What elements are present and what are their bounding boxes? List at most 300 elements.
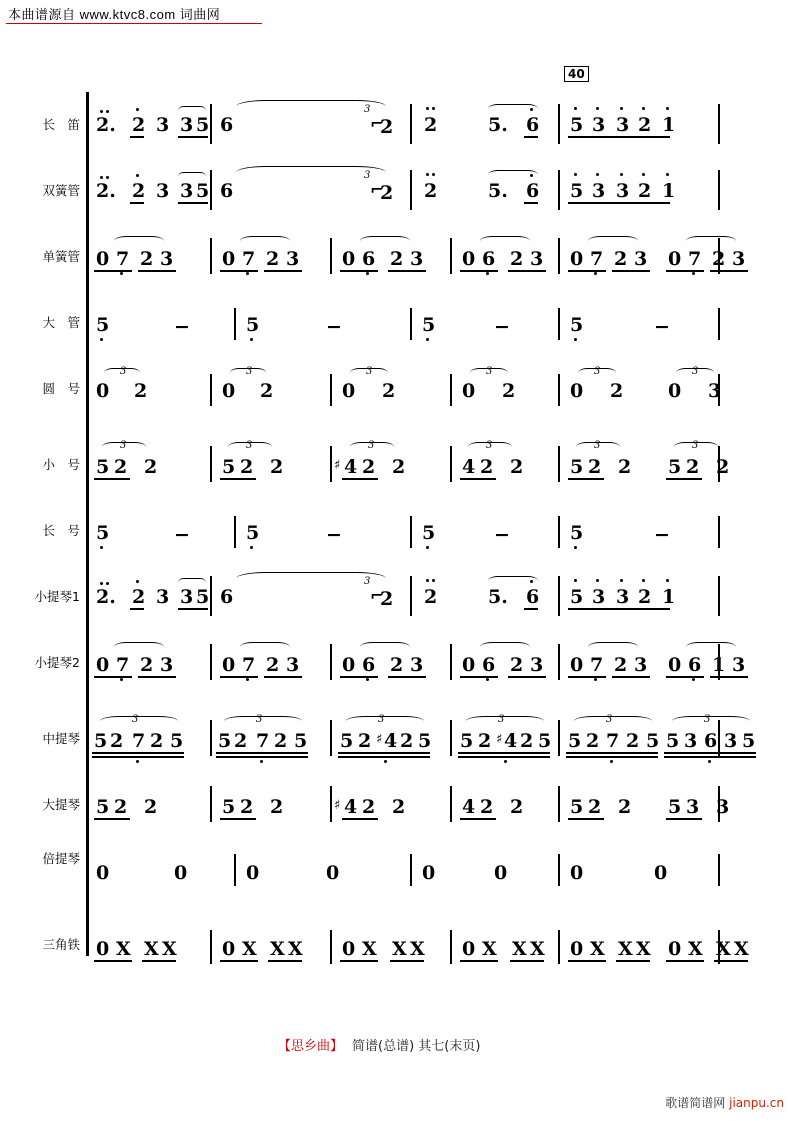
- beam: [508, 676, 546, 678]
- note: 5: [246, 314, 260, 336]
- triplet-number: 3: [120, 366, 127, 377]
- slur: [178, 172, 206, 182]
- note: 5: [668, 796, 682, 818]
- instrument-label-viola: 中提琴: [42, 731, 80, 746]
- note: 2: [132, 114, 146, 136]
- staff-row-viola: [88, 706, 756, 768]
- beam: [92, 752, 184, 754]
- note: 0: [222, 380, 236, 402]
- beam: [130, 202, 144, 204]
- staff-row-bassoon: [88, 290, 728, 352]
- triplet-number: 3: [486, 366, 493, 377]
- beam: [664, 752, 756, 754]
- note: 7: [116, 654, 130, 676]
- barline: [558, 644, 560, 680]
- note: 7: [132, 730, 146, 752]
- note: X: [716, 938, 731, 960]
- note: X: [590, 938, 605, 960]
- instrument-label-column: [0, 56, 84, 986]
- beam: [130, 136, 144, 138]
- note: 1: [712, 654, 726, 676]
- slur: [686, 236, 736, 246]
- barline: [210, 170, 212, 210]
- note: 3: [286, 248, 300, 270]
- note: 3: [156, 114, 170, 136]
- barline: [210, 644, 212, 680]
- note: 2: [260, 380, 274, 402]
- note: 3: [684, 730, 698, 752]
- beam: [178, 202, 208, 204]
- note: 0: [668, 654, 682, 676]
- octave-dot: [610, 760, 613, 763]
- note: 3: [732, 654, 746, 676]
- note: 5: [570, 586, 584, 608]
- beam: [216, 752, 308, 754]
- note: 2: [132, 586, 146, 608]
- note: 5: [222, 456, 236, 478]
- note: 2: [638, 180, 652, 202]
- instrument-label-horn: 圆 号: [42, 381, 80, 396]
- note: 3: [592, 586, 606, 608]
- slur: [480, 236, 530, 246]
- octave-dot: [504, 760, 507, 763]
- barline: [558, 308, 560, 340]
- triplet-number: 3: [704, 714, 711, 725]
- note: 0: [570, 862, 584, 884]
- triplet-number: 3: [692, 440, 699, 451]
- staff-row-clarinet: [88, 224, 746, 286]
- octave-dot: [426, 546, 429, 549]
- triplet-number: 3: [594, 366, 601, 377]
- slur: [466, 716, 544, 726]
- barline: [558, 104, 560, 144]
- source-banner: [8, 4, 220, 23]
- note: 0: [494, 862, 508, 884]
- beam: [568, 960, 606, 962]
- barline: [718, 104, 720, 144]
- note: 3: [180, 114, 194, 136]
- note: 2.: [96, 180, 116, 202]
- note: X: [116, 938, 131, 960]
- note: 2: [382, 380, 396, 402]
- note: 0: [570, 654, 584, 676]
- barline: [450, 644, 452, 680]
- octave-dot: [596, 173, 599, 176]
- note: 5: [170, 730, 184, 752]
- beam: [566, 756, 658, 758]
- beam: [524, 608, 538, 610]
- slur: [100, 716, 178, 726]
- octave-dot: [426, 173, 429, 176]
- octave-dot: [106, 110, 109, 113]
- sharp-accidental: ♯: [376, 732, 383, 747]
- beam: [460, 478, 496, 480]
- note: 5: [246, 522, 260, 544]
- note: 5: [570, 180, 584, 202]
- beam: [340, 960, 378, 962]
- slur: [488, 104, 538, 114]
- note: 3: [592, 180, 606, 202]
- beam: [524, 202, 538, 204]
- note: 5: [418, 730, 432, 752]
- beam: [664, 756, 756, 758]
- instrument-label-violin2: 小提琴2: [34, 655, 80, 670]
- slur: [114, 236, 164, 246]
- octave-dot: [106, 582, 109, 585]
- note: 6: [526, 180, 540, 202]
- note: 5: [568, 730, 582, 752]
- note: 7: [116, 248, 130, 270]
- beam: [388, 676, 426, 678]
- barline: [210, 930, 212, 964]
- octave-dot: [136, 760, 139, 763]
- beam: [508, 270, 546, 272]
- barline: [558, 170, 560, 210]
- note: X: [242, 938, 257, 960]
- note: 5: [570, 456, 584, 478]
- beam: [568, 202, 670, 204]
- beam: [388, 270, 426, 272]
- octave-dot: [486, 272, 489, 275]
- barline: [450, 720, 452, 756]
- barline: [718, 516, 720, 548]
- octave-dot: [246, 678, 249, 681]
- note: 3: [160, 248, 174, 270]
- sharp-accidental: ♯: [334, 458, 341, 473]
- instrument-label-trumpet: 小 号: [42, 457, 80, 472]
- barline: [558, 786, 560, 822]
- barline: [210, 720, 212, 756]
- octave-dot: [692, 678, 695, 681]
- score-subtitle: 简谱(总谱) 其七(末页): [352, 1039, 481, 1054]
- staff-row-trombone: [88, 498, 728, 560]
- beam: [666, 960, 704, 962]
- barline: [718, 308, 720, 340]
- instrument-label-triangle: 三角铁: [42, 937, 80, 952]
- source-banner-text: 本曲谱源自 www.ktvc8.com 词曲网: [8, 7, 221, 22]
- note: 2: [588, 796, 602, 818]
- note: 5: [340, 730, 354, 752]
- note: 3: [634, 248, 648, 270]
- note: 3: [410, 654, 424, 676]
- instrument-label-flute: 长 笛: [42, 117, 80, 132]
- barline: [410, 576, 412, 616]
- note: X: [144, 938, 159, 960]
- note: 2: [480, 796, 494, 818]
- note: 5: [570, 522, 584, 544]
- note: 2: [588, 456, 602, 478]
- octave-dot: [100, 176, 103, 179]
- slur: [574, 716, 652, 726]
- note: 3: [160, 654, 174, 676]
- octave-dot: [250, 338, 253, 341]
- instrument-label-clarinet: 单簧管: [42, 249, 80, 264]
- note: 0: [570, 248, 584, 270]
- octave-dot: [432, 107, 435, 110]
- instrument-label-trombone: 长 号: [42, 523, 80, 538]
- barline: [718, 854, 720, 886]
- hold-dash: −: [494, 524, 510, 546]
- octave-dot: [666, 173, 669, 176]
- octave-dot: [100, 546, 103, 549]
- note: X: [636, 938, 651, 960]
- triplet-number: 3: [692, 366, 699, 377]
- beam: [338, 756, 430, 758]
- hold-dash: −: [174, 316, 190, 338]
- barline: [330, 644, 332, 680]
- score-title: 【思乡曲】: [278, 1039, 344, 1054]
- beam: [340, 676, 378, 678]
- beam: [710, 676, 748, 678]
- note: 0: [668, 938, 682, 960]
- barline: [234, 516, 236, 548]
- beam: [714, 960, 748, 962]
- beam: [94, 676, 132, 678]
- note: 3: [732, 248, 746, 270]
- beam: [264, 270, 302, 272]
- note: 5: [422, 522, 436, 544]
- beam: [568, 478, 604, 480]
- beam: [390, 960, 424, 962]
- barline: [450, 374, 452, 406]
- beam: [666, 676, 704, 678]
- note: 2: [586, 730, 600, 752]
- octave-dot: [432, 579, 435, 582]
- slur: [224, 716, 302, 726]
- note: 5.: [488, 180, 508, 202]
- beam: [460, 270, 498, 272]
- beam: [216, 756, 308, 758]
- slur: [672, 716, 750, 726]
- note: 0: [342, 938, 356, 960]
- beam: [142, 960, 176, 962]
- note: 2: [686, 456, 700, 478]
- note: 5: [218, 730, 232, 752]
- barline: [450, 446, 452, 482]
- barline: [450, 238, 452, 274]
- note: 2: [270, 796, 284, 818]
- beam: [342, 818, 378, 820]
- barline: [558, 238, 560, 274]
- beam: [460, 676, 498, 678]
- note: 2: [144, 796, 158, 818]
- note: 4: [384, 730, 398, 752]
- note: 5: [96, 796, 110, 818]
- note: 0: [96, 248, 110, 270]
- note: 2: [424, 114, 438, 136]
- slur: [114, 642, 164, 652]
- note: 2: [626, 730, 640, 752]
- octave-dot: [642, 173, 645, 176]
- octave-dot: [432, 173, 435, 176]
- note: 5: [742, 730, 756, 752]
- note: 0: [422, 862, 436, 884]
- note: 2: [638, 114, 652, 136]
- note: 0: [326, 862, 340, 884]
- note: ⌐: [370, 586, 384, 605]
- note: 3: [530, 248, 544, 270]
- barline: [410, 170, 412, 210]
- octave-dot: [366, 678, 369, 681]
- barline: [330, 238, 332, 274]
- note: 5: [538, 730, 552, 752]
- note: 1: [662, 586, 676, 608]
- barline: [558, 576, 560, 616]
- slur: [240, 642, 290, 652]
- beam: [94, 270, 132, 272]
- note: 2: [520, 730, 534, 752]
- note: X: [288, 938, 303, 960]
- staff-row-oboe: [88, 158, 728, 220]
- note: 3: [156, 180, 170, 202]
- note: 0: [96, 654, 110, 676]
- barline: [330, 720, 332, 756]
- beam: [220, 818, 256, 820]
- barline: [210, 786, 212, 822]
- note: 2: [638, 586, 652, 608]
- note: 2: [380, 116, 394, 138]
- note: 0: [222, 938, 236, 960]
- site-footer: [665, 1094, 784, 1111]
- staff-row-cello: [88, 772, 728, 834]
- octave-dot: [250, 546, 253, 549]
- beam: [138, 676, 176, 678]
- note: 2: [502, 380, 516, 402]
- note: 2: [424, 180, 438, 202]
- note: 5: [646, 730, 660, 752]
- note: 3: [616, 586, 630, 608]
- octave-dot: [574, 173, 577, 176]
- beam: [342, 478, 378, 480]
- instrument-label-cello: 大提琴: [42, 797, 80, 812]
- slur: [588, 642, 638, 652]
- note: 7: [590, 654, 604, 676]
- octave-dot: [486, 678, 489, 681]
- note: 3: [180, 180, 194, 202]
- octave-dot: [106, 176, 109, 179]
- note: 2: [478, 730, 492, 752]
- note: 2: [234, 730, 248, 752]
- staff-row-violin2: [88, 630, 746, 692]
- beam: [130, 608, 144, 610]
- octave-dot: [574, 579, 577, 582]
- beam: [340, 270, 378, 272]
- note: 3: [410, 248, 424, 270]
- octave-dot: [594, 678, 597, 681]
- barline: [558, 446, 560, 482]
- triplet-number: 3: [364, 170, 371, 181]
- barline: [210, 238, 212, 274]
- octave-dot: [426, 338, 429, 341]
- note: 5: [96, 522, 110, 544]
- hold-dash: −: [654, 524, 670, 546]
- beam: [94, 960, 132, 962]
- beam: [568, 818, 604, 820]
- staff-row-flute: [88, 92, 728, 154]
- beam: [138, 270, 176, 272]
- beam: [94, 818, 130, 820]
- note: 2: [510, 456, 524, 478]
- beam: [666, 270, 704, 272]
- beam: [612, 676, 650, 678]
- barline: [450, 786, 452, 822]
- note: 3: [716, 796, 730, 818]
- sharp-accidental: ♯: [334, 798, 341, 813]
- triplet-number: 3: [120, 440, 127, 451]
- beam: [666, 818, 702, 820]
- staff-row-trumpet: [88, 432, 728, 494]
- note: 0: [462, 938, 476, 960]
- note: 5: [422, 314, 436, 336]
- note: 6: [704, 730, 718, 752]
- note: 5: [96, 314, 110, 336]
- note: 1: [662, 114, 676, 136]
- hold-dash: −: [326, 316, 342, 338]
- note: 6: [526, 586, 540, 608]
- barline: [410, 516, 412, 548]
- site-brand: jianpu.cn: [729, 1096, 784, 1110]
- note: 3: [616, 114, 630, 136]
- note: 5.: [488, 114, 508, 136]
- note: 2: [144, 456, 158, 478]
- note: 2: [610, 380, 624, 402]
- octave-dot: [708, 760, 711, 763]
- note: 3: [592, 114, 606, 136]
- note: 7: [256, 730, 270, 752]
- octave-dot: [136, 108, 139, 111]
- beam: [524, 136, 538, 138]
- barline: [330, 374, 332, 406]
- octave-dot: [246, 272, 249, 275]
- score-sheet: [0, 56, 792, 986]
- barline: [718, 576, 720, 616]
- note: 2: [392, 796, 406, 818]
- note: 2: [150, 730, 164, 752]
- octave-dot: [426, 107, 429, 110]
- note: 3: [616, 180, 630, 202]
- barline: [450, 930, 452, 964]
- beam: [178, 136, 208, 138]
- note: 2.: [96, 586, 116, 608]
- barline: [234, 308, 236, 340]
- note: 5.: [488, 586, 508, 608]
- staff-row-triangle: [88, 914, 749, 976]
- beam: [458, 752, 550, 754]
- note: 0: [668, 248, 682, 270]
- beam: [566, 752, 658, 754]
- site-label: 歌谱简谱网: [665, 1096, 726, 1110]
- note: 4: [504, 730, 518, 752]
- beam: [92, 756, 184, 758]
- note: 6: [220, 180, 234, 202]
- octave-dot: [620, 107, 623, 110]
- note: 2: [132, 180, 146, 202]
- octave-dot: [384, 760, 387, 763]
- note: 2: [358, 730, 372, 752]
- note: X: [530, 938, 545, 960]
- note: 0: [96, 862, 110, 884]
- note: 6: [526, 114, 540, 136]
- staff-row-bass: [88, 838, 728, 900]
- octave-dot: [596, 579, 599, 582]
- beam: [264, 676, 302, 678]
- note: X: [392, 938, 407, 960]
- beam: [568, 608, 670, 610]
- octave-dot: [100, 110, 103, 113]
- note: 3: [180, 586, 194, 608]
- sharp-accidental: ♯: [496, 732, 503, 747]
- octave-dot: [692, 272, 695, 275]
